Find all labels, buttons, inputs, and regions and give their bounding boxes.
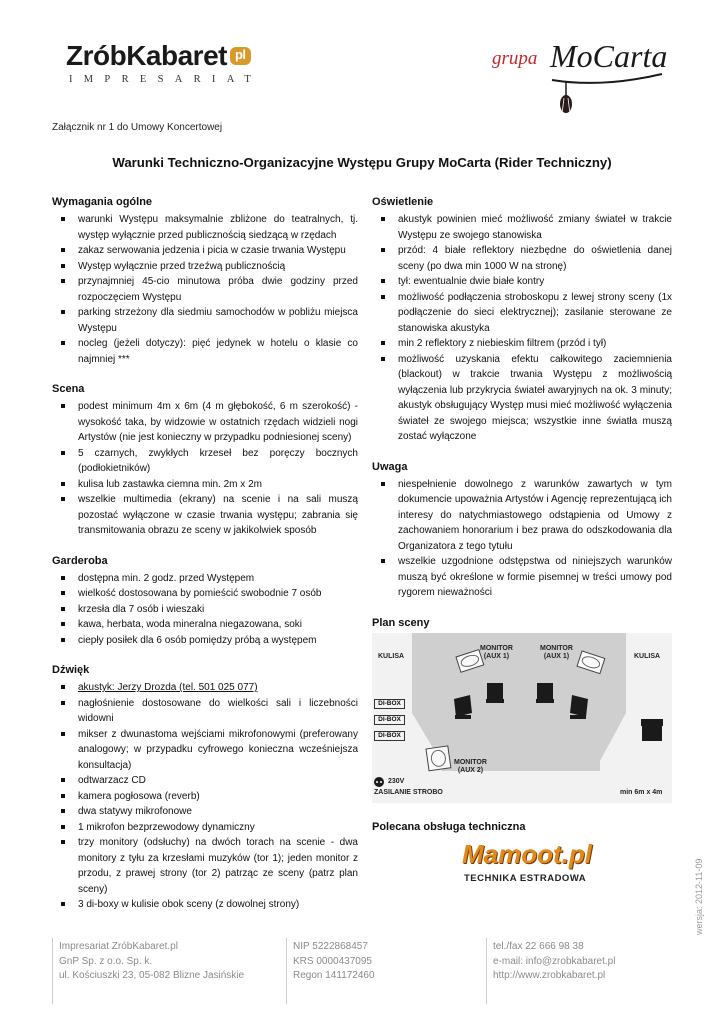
list-item: warunki Występu maksymalnie zbliżone do teatralnych, tj. występ wyłącznie przed publicznością siedzącą w rzędach (52, 212, 358, 243)
section-lighting (372, 196, 672, 445)
logo-grupa: grupa (492, 48, 538, 69)
stage-plan-diagram (372, 633, 672, 803)
list-item: nagłośnienie dostosowane do wielkości sali i liczebności widowni (52, 696, 358, 727)
stage-plan-graphics (372, 633, 672, 803)
list-item: niespełnienie dowolnego z warunków zawartych w tym dokumencie upoważnia Artystów i Agencję reprezentującą ich interesy do natychmiastowego odstąpienia od Umowy z zachowaniem honorarium i bez prawa do odszkodowania dla Organizatora z tego tytułu (372, 477, 672, 555)
list-item: 5 czarnych, zwykłych krzeseł bez poręczy bocznych (podłokietników) (52, 446, 358, 477)
mamoot-subtitle: TECHNIKA ESTRADOWA (464, 872, 587, 884)
annex-label: Załącznik nr 1 do Umowy Koncertowej (52, 122, 223, 133)
list-item: mikser z dwunastoma wejściami mikrofonowymi (preferowany analogowy; w przypadku cyfrowego konieczna wcześniejsza konsultacja) (52, 727, 358, 774)
footer-company (52, 938, 282, 1004)
footer-line: KRS 0000437095 (293, 955, 372, 967)
list-item: trzy monitory (odsłuchy) na dwóch torach na scenie - dwa monitory z tyłu za krzesłami muzyków (tor 1); jeden monitor z przodu, z prawej strony (tor 2) patrząc ze sceny (patrz plan sceny) (52, 835, 358, 897)
logo-wordmark: ZróbKabaret (66, 40, 227, 71)
monitor-front-label (454, 759, 487, 775)
mocarta-logo (492, 38, 672, 123)
section-heading: Uwaga (372, 460, 408, 473)
section-stage (52, 383, 358, 539)
dibox: DI-BOX (374, 715, 405, 725)
monitor-1-aux: (AUX 1) (483, 652, 510, 660)
dibox: DI-BOX (374, 731, 405, 741)
footer-phone: tel./fax 22 666 98 38 (493, 941, 584, 952)
list-item: nocleg (jeżeli dotyczy): pięć jedynek w hotelu o klasie co najmniej *** (52, 336, 358, 367)
footer-line: GnP Sp. z o.o. Sp. k. (59, 955, 153, 967)
zrobkabaret-logo (66, 40, 266, 90)
monitor-2-name: MONITOR (540, 644, 573, 652)
logo-subtitle: IMPRESARIAT (69, 74, 263, 85)
list-item: zakaz serwowania jedzenia i picia w czasie trwania Występu (52, 243, 358, 259)
logo-main-text (66, 40, 266, 72)
list-item: podest minimum 4m x 6m (4 m głębokość, 6 m szerokość) - wysokość taka, by widzowie w ostatnich rzędach widzieli nogi Artystów (nie jest konieczny w przypadku podniesionej sceny) (52, 399, 358, 446)
list-item: możliwość podłączenia stroboskopu z lewej strony sceny (1x podłączenie do sieci elektrycznej); zasilanie sterowane ze stanowiska akustyka (372, 290, 672, 337)
section-heading: Scena (52, 383, 85, 395)
section-heading: Wymagania ogólne (52, 196, 153, 208)
list-item: możliwość uzyskania efektu całkowitego zaciemnienia (blackout) w trakcie trwania Występu z możliwością wyłączenia lub przykrycia świateł awaryjnych na ok. 3 minuty; akustyk obsługujący Występ musi mieć możliwość wyłączenia świateł ze swojego miejsca; wszystkie inne światła muszą zostać wyłączone (372, 352, 672, 445)
power-label: ZASILANIE STROBO (374, 788, 443, 796)
list-item: kawa, herbata, woda mineralna niegazowana, soki (52, 617, 358, 633)
kulisa-left-label: KULISA (378, 652, 405, 660)
right-column (372, 196, 672, 913)
list-item: Występ wyłącznie przed trzeźwą publicznością (52, 259, 358, 275)
list-item: ciepły posiłek dla 6 osób pomiędzy próbą a występem (52, 633, 358, 649)
monitor-2-label (540, 645, 573, 661)
power-voltage: 230V (388, 777, 405, 785)
kulisa-right-label: KULISA (634, 652, 661, 660)
list-item (52, 680, 358, 696)
section-heading: Plan sceny (372, 616, 430, 629)
list-item: kamera pogłosowa (reverb) (52, 789, 358, 805)
mamoot-wordmark: Mamoot.pl (462, 838, 592, 869)
left-column (52, 196, 358, 929)
section-heading: Polecana obsługa techniczna (372, 820, 526, 833)
section-sound (52, 664, 358, 913)
list-item: kulisa lub zastawka ciemna min. 2m x 2m (52, 477, 358, 493)
list-item: wszelkie multimedia (ekrany) na scenie i na sali muszą pozostać wyłączone w czasie trwania występu; zabrania się transmitowania obrazu ze sceny w jakikolwiek sposób (52, 492, 358, 539)
monitor-front-name: MONITOR (454, 758, 487, 766)
dibox: DI-BOX (374, 699, 405, 709)
monitor-front-aux: (AUX 2) (457, 766, 484, 774)
list-item: dwa statywy mikrofonowe (52, 804, 358, 820)
monitor-1-label (480, 645, 513, 661)
footer-website[interactable]: http://www.zrobkabaret.pl (493, 970, 606, 981)
list-item: parking strzeżony dla siedmiu samochodów w pobliżu miejsca Występu (52, 305, 358, 336)
list-item: przynajmniej 45-cio minutowa próba dwie godziny przed rozpoczęciem Występu (52, 274, 358, 305)
version-label: wersja: 2012-11-09 (694, 858, 704, 935)
list-item: dostępna min. 2 godz. przed Występem (52, 571, 358, 587)
section-general (52, 196, 358, 367)
section-recommended (372, 821, 672, 897)
list-item: wszelkie uzgodnione odstępstwa od niniejszych warunków muszą być określone w formie pisemnej w treści umowy pod rygorem nieważności (372, 554, 672, 601)
stage-size: min 6m x 4m (620, 788, 663, 796)
footer-email[interactable]: e-mail: info@zrobkabaret.pl (493, 955, 616, 967)
violin-icon (492, 38, 672, 123)
list-item: 1 mikrofon bezprzewodowy dynamiczny (52, 820, 358, 836)
mamoot-logo (372, 837, 672, 897)
list-item: tył: ewentualnie dwie białe kontry (372, 274, 672, 290)
monitor-2-aux: (AUX 1) (543, 652, 570, 660)
list-item: 3 di-boxy w kulisie obok sceny (z dowolnej strony) (52, 897, 358, 913)
section-heading: Oświetlenie (372, 196, 434, 208)
footer (52, 938, 672, 1010)
footer-line: Regon 141172460 (293, 970, 375, 981)
logo-pl-badge: pl (230, 47, 251, 65)
section-heading: Garderoba (52, 554, 108, 567)
list-item: krzesła dla 7 osób i wieszaki (52, 602, 358, 618)
footer-line: ul. Kościuszki 23, 05-082 Blizne Jasińskie (59, 970, 245, 981)
list-item: przód: 4 białe reflektory niezbędne do oświetlenia danej sceny (po dwa min 1000 W na stronę) (372, 243, 672, 274)
section-stage-plan (372, 617, 672, 803)
footer-registration (286, 938, 456, 1004)
logo-mocarta: MoCarta (550, 38, 668, 74)
footer-line: NIP 5222868457 (293, 941, 368, 952)
sound-engineer-link[interactable]: akustyk: Jerzy Drozda (tel. 501 025 077) (78, 682, 258, 693)
page-title: Warunki Techniczno-Organizacyjne Występu Grupy MoCarta (Rider Techniczny) (112, 155, 612, 170)
list-item: wielkość dostosowana by pomieścić swobodnie 7 osób (52, 586, 358, 602)
footer-line: Impresariat ZróbKabaret.pl (59, 941, 178, 952)
list-item: min 2 reflektory z niebieskim filtrem (przód i tył) (372, 336, 672, 352)
section-heading: Dźwięk (52, 664, 90, 676)
section-notice (372, 461, 672, 601)
list-item: akustyk powinien mieć możliwość zmiany świateł w trakcie Występu ze swojego stanowiska (372, 212, 672, 243)
section-wardrobe (52, 555, 358, 649)
monitor-1-name: MONITOR (480, 644, 513, 652)
list-item: odtwarzacz CD (52, 773, 358, 789)
footer-contact (486, 938, 672, 1004)
